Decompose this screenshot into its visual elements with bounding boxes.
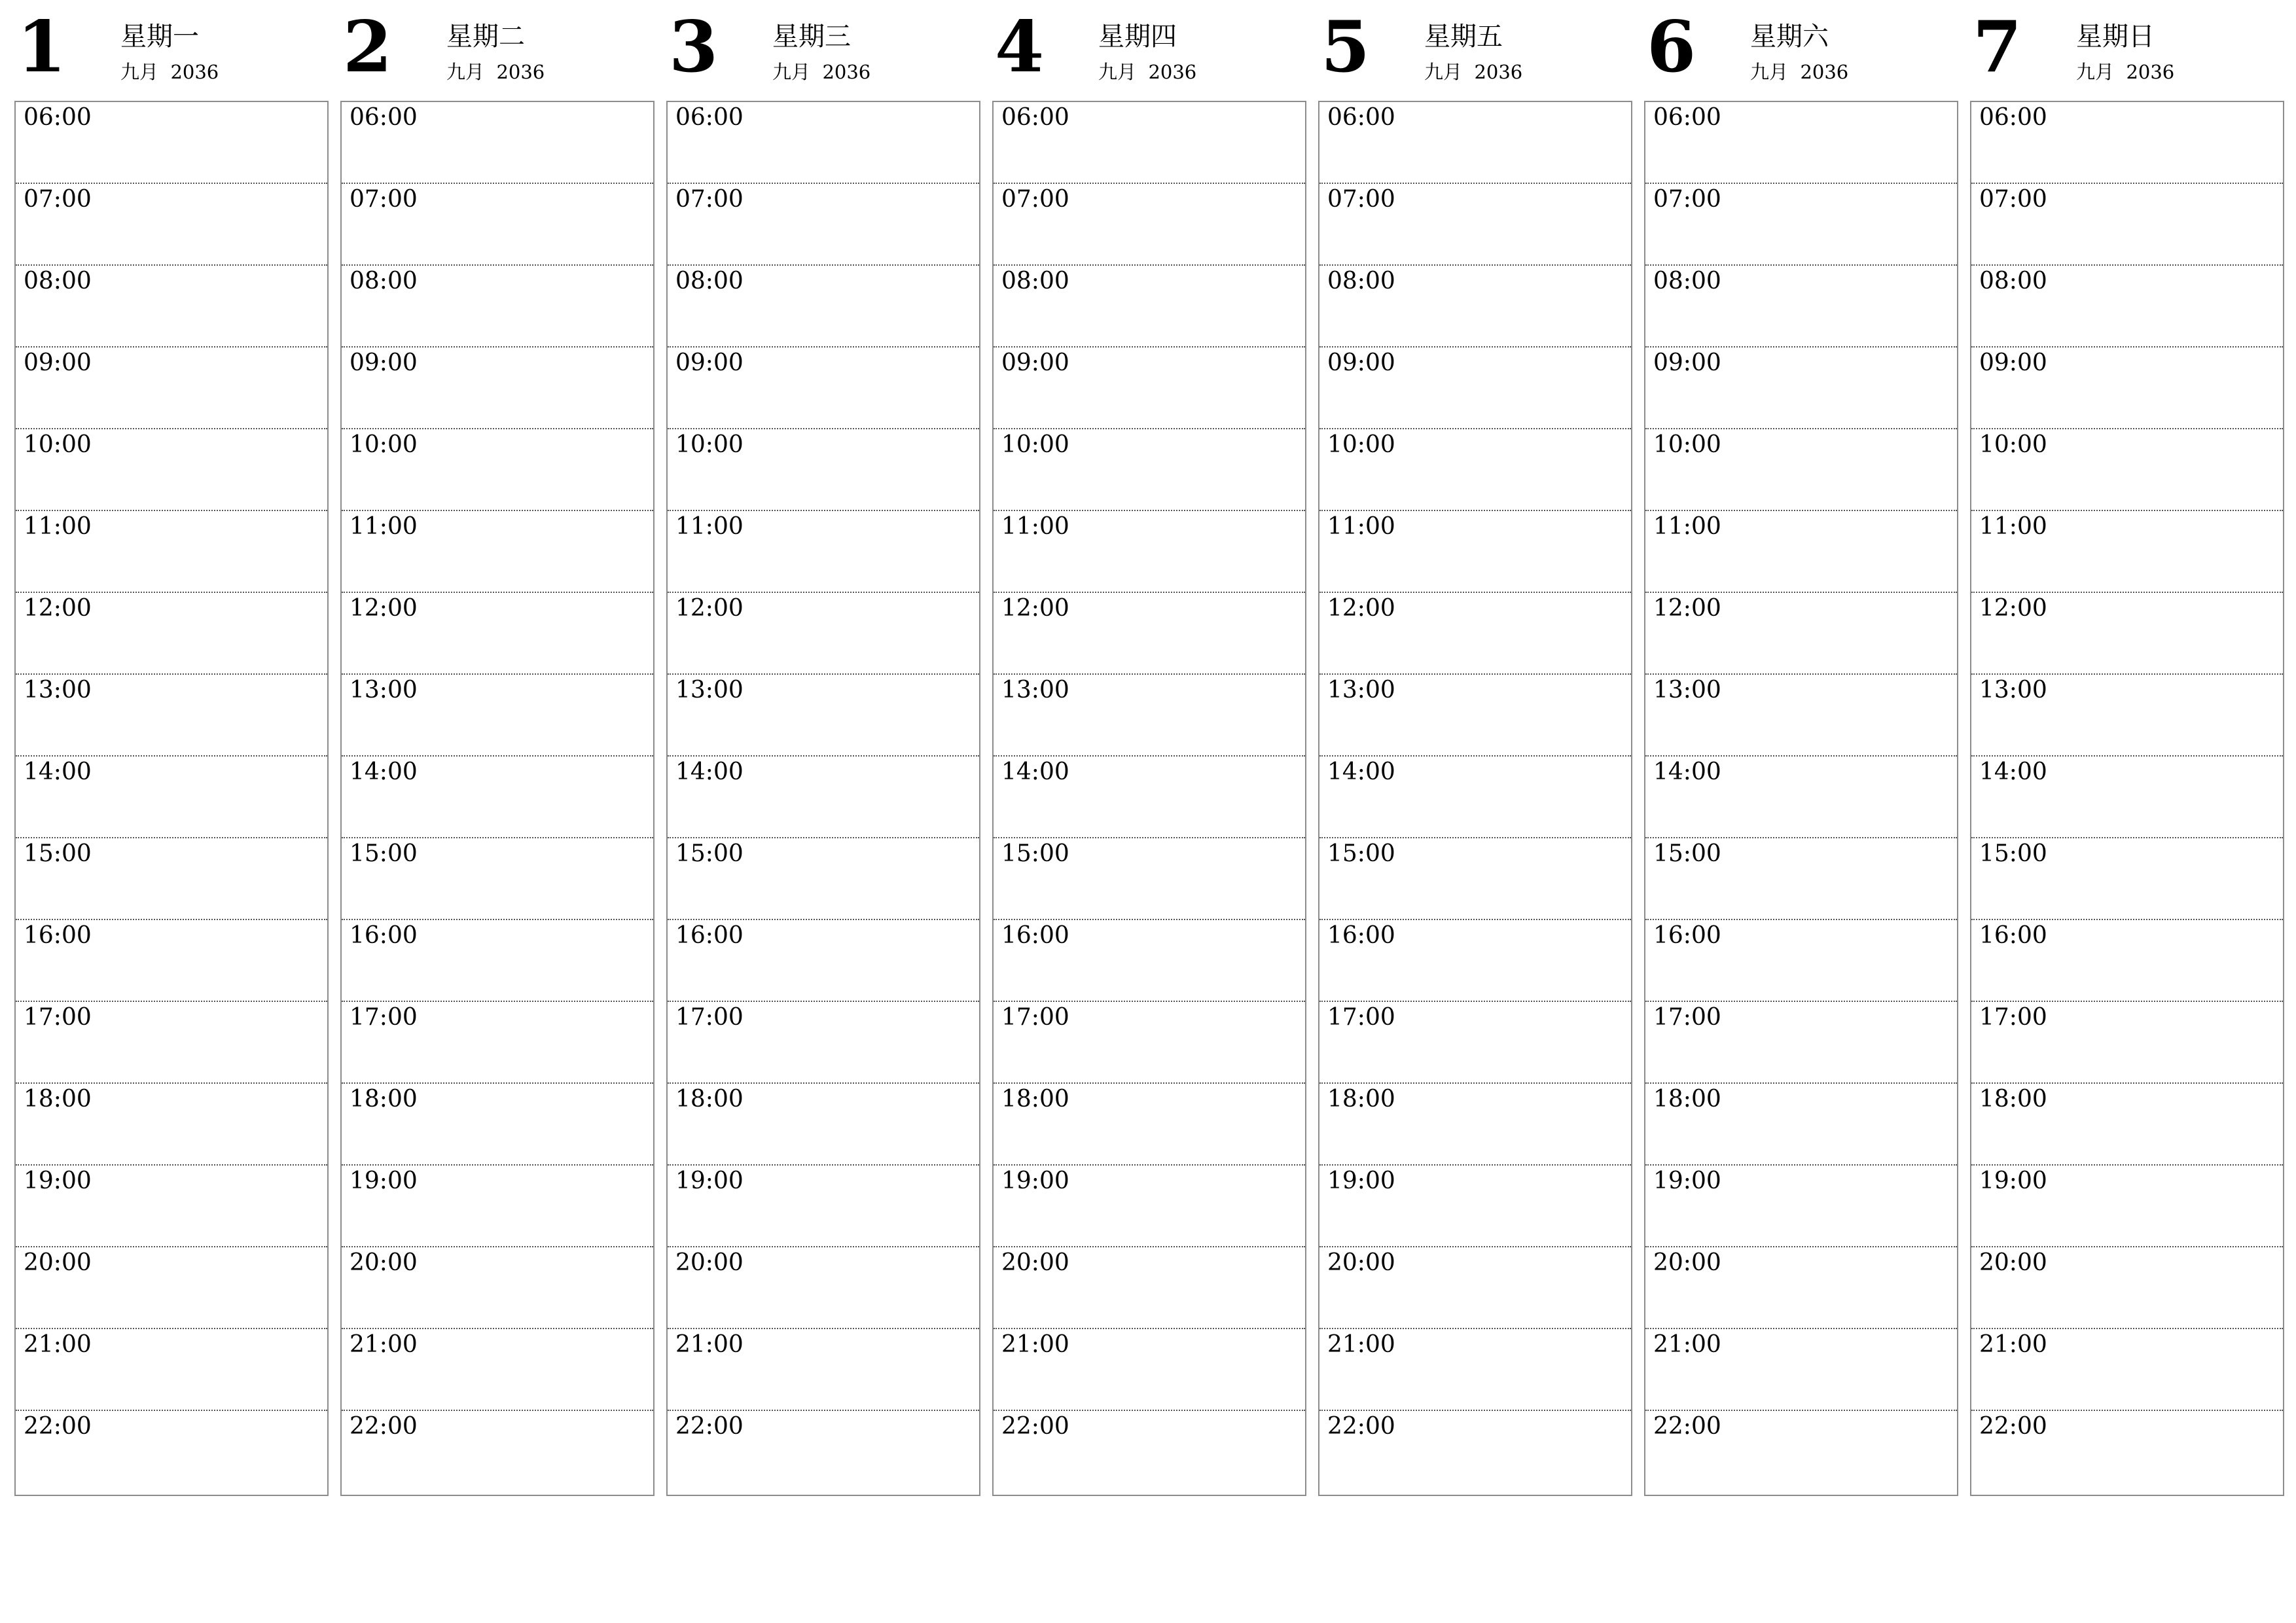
- hour-slot[interactable]: [1971, 102, 2283, 184]
- month-year: [1098, 63, 1196, 82]
- hour-label: 17:00: [24, 1004, 92, 1031]
- hour-slot[interactable]: [16, 1166, 327, 1247]
- hour-label: 12:00: [1653, 595, 1721, 622]
- hour-label: 11:00: [1327, 513, 1395, 540]
- hour-slot[interactable]: [342, 1329, 653, 1411]
- schedule-box: [14, 101, 329, 1496]
- hour-slot[interactable]: [1971, 184, 2283, 266]
- hour-slot[interactable]: [668, 429, 979, 511]
- hour-slot[interactable]: [668, 266, 979, 348]
- hour-label: 09:00: [1653, 349, 1721, 376]
- hour-label: 20:00: [675, 1249, 744, 1276]
- hour-label: 11:00: [1653, 513, 1721, 540]
- hour-slot[interactable]: [1645, 511, 1957, 593]
- month-year: [120, 63, 219, 82]
- hour-label: 15:00: [1979, 840, 2047, 867]
- hour-label: 06:00: [24, 104, 92, 131]
- hour-label: 20:00: [350, 1249, 418, 1276]
- hour-label: 07:00: [24, 186, 92, 213]
- hour-slot[interactable]: [342, 1247, 653, 1329]
- hour-label: 06:00: [1001, 104, 1069, 131]
- hour-label: 14:00: [1327, 758, 1395, 785]
- hour-slot[interactable]: [668, 102, 979, 184]
- hour-slot[interactable]: [1971, 1329, 2283, 1411]
- hour-label: 13:00: [24, 677, 92, 704]
- hour-slot[interactable]: [1645, 102, 1957, 184]
- hour-label: 18:00: [1653, 1086, 1721, 1113]
- hour-label: 20:00: [1653, 1249, 1721, 1276]
- hour-label: 20:00: [24, 1249, 92, 1276]
- hour-slot[interactable]: [342, 838, 653, 920]
- day-header: [14, 0, 329, 101]
- hour-slot[interactable]: [668, 675, 979, 757]
- hour-slot[interactable]: [994, 1166, 1305, 1247]
- hour-slot[interactable]: [1319, 920, 1631, 1002]
- hour-label: 19:00: [1653, 1168, 1721, 1194]
- hour-slot[interactable]: [16, 838, 327, 920]
- hour-slot[interactable]: [994, 593, 1305, 675]
- hour-slot[interactable]: [1319, 838, 1631, 920]
- hour-label: 11:00: [350, 513, 418, 540]
- hour-slot[interactable]: [342, 920, 653, 1002]
- hour-label: 19:00: [1001, 1168, 1069, 1194]
- hour-slot[interactable]: [1645, 838, 1957, 920]
- schedule-box: [340, 101, 655, 1496]
- day-number: 1: [17, 6, 67, 88]
- hour-slot[interactable]: [1319, 1247, 1631, 1329]
- hour-label: 21:00: [1327, 1331, 1395, 1358]
- hour-label: 09:00: [24, 349, 92, 376]
- hour-slot[interactable]: [994, 266, 1305, 348]
- hour-slot[interactable]: [994, 1411, 1305, 1493]
- hour-label: 18:00: [1001, 1086, 1069, 1113]
- hour-label: 09:00: [1001, 349, 1069, 376]
- hour-slot[interactable]: [994, 1002, 1305, 1084]
- day-number: 6: [1647, 6, 1696, 88]
- hour-label: 13:00: [1653, 677, 1721, 704]
- hour-label: 22:00: [1327, 1413, 1395, 1440]
- hour-slot[interactable]: [1645, 1411, 1957, 1493]
- hour-slot[interactable]: [1645, 1166, 1957, 1247]
- hour-label: 15:00: [1001, 840, 1069, 867]
- hour-label: 12:00: [675, 595, 744, 622]
- hour-slot[interactable]: [342, 1411, 653, 1493]
- year-label: 2036: [1148, 61, 1197, 83]
- month-label: 九月: [2076, 61, 2115, 83]
- hour-slot[interactable]: [16, 1084, 327, 1166]
- hour-slot[interactable]: [16, 429, 327, 511]
- hour-label: 14:00: [1979, 758, 2047, 785]
- month-year: [446, 63, 545, 82]
- hour-slot[interactable]: [668, 838, 979, 920]
- hour-slot[interactable]: [16, 1411, 327, 1493]
- hour-label: 13:00: [675, 677, 744, 704]
- hour-label: 20:00: [1327, 1249, 1395, 1276]
- year-label: 2036: [2126, 61, 2175, 83]
- hour-label: 12:00: [1979, 595, 2047, 622]
- hour-label: 07:00: [350, 186, 418, 213]
- hour-label: 08:00: [1001, 268, 1069, 294]
- hour-label: 22:00: [1653, 1413, 1721, 1440]
- hour-label: 17:00: [675, 1004, 744, 1031]
- hour-label: 13:00: [1327, 677, 1395, 704]
- hour-slot[interactable]: [668, 1084, 979, 1166]
- hour-label: 07:00: [1001, 186, 1069, 213]
- hour-label: 17:00: [1979, 1004, 2047, 1031]
- hour-label: 13:00: [1979, 677, 2047, 704]
- weekday-name: 星期三: [772, 22, 851, 52]
- hour-label: 10:00: [1001, 431, 1069, 458]
- year-label: 2036: [1474, 61, 1523, 83]
- hour-label: 18:00: [24, 1086, 92, 1113]
- hour-label: 13:00: [1001, 677, 1069, 704]
- hour-slot[interactable]: [342, 184, 653, 266]
- hour-slot[interactable]: [1319, 675, 1631, 757]
- hour-slot[interactable]: [342, 511, 653, 593]
- hour-label: 13:00: [350, 677, 418, 704]
- hour-label: 14:00: [24, 758, 92, 785]
- day-number: 3: [669, 6, 719, 88]
- hour-label: 10:00: [24, 431, 92, 458]
- hour-label: 18:00: [1979, 1086, 2047, 1113]
- month-year: [1424, 63, 1522, 82]
- hour-label: 07:00: [1653, 186, 1721, 213]
- hour-slot[interactable]: [1971, 266, 2283, 348]
- hour-label: 07:00: [675, 186, 744, 213]
- hour-slot[interactable]: [1319, 1411, 1631, 1493]
- day-number: 7: [1973, 6, 2022, 88]
- schedule-box: [1970, 101, 2284, 1496]
- hour-slot[interactable]: [16, 102, 327, 184]
- hour-label: 14:00: [1653, 758, 1721, 785]
- hour-slot[interactable]: [1971, 593, 2283, 675]
- hour-label: 16:00: [24, 922, 92, 949]
- hour-slot[interactable]: [16, 266, 327, 348]
- hour-label: 15:00: [24, 840, 92, 867]
- hour-label: 20:00: [1979, 1249, 2047, 1276]
- hour-label: 09:00: [675, 349, 744, 376]
- hour-label: 12:00: [350, 595, 418, 622]
- hour-label: 10:00: [675, 431, 744, 458]
- hour-slot[interactable]: [1971, 1411, 2283, 1493]
- hour-slot[interactable]: [16, 1247, 327, 1329]
- hour-label: 10:00: [1653, 431, 1721, 458]
- hour-label: 18:00: [350, 1086, 418, 1113]
- hour-slot[interactable]: [1971, 1002, 2283, 1084]
- hour-slot[interactable]: [668, 920, 979, 1002]
- hour-slot[interactable]: [1319, 348, 1631, 429]
- hour-label: 15:00: [1327, 840, 1395, 867]
- hour-slot[interactable]: [1971, 1084, 2283, 1166]
- hour-label: 21:00: [1653, 1331, 1721, 1358]
- hour-slot[interactable]: [1645, 266, 1957, 348]
- day-header: [1644, 0, 1958, 101]
- hour-slot[interactable]: [1319, 511, 1631, 593]
- hour-slot[interactable]: [994, 1084, 1305, 1166]
- hour-label: 15:00: [350, 840, 418, 867]
- hour-label: 14:00: [675, 758, 744, 785]
- hour-label: 15:00: [1653, 840, 1721, 867]
- hour-slot[interactable]: [1971, 1166, 2283, 1247]
- weekday-name: 星期六: [1750, 22, 1829, 52]
- hour-slot[interactable]: [342, 348, 653, 429]
- hour-slot[interactable]: [1319, 429, 1631, 511]
- hour-slot[interactable]: [668, 1411, 979, 1493]
- hour-label: 12:00: [1327, 595, 1395, 622]
- day-number: 5: [1321, 6, 1371, 88]
- hour-label: 15:00: [675, 840, 744, 867]
- hour-slot[interactable]: [1319, 1166, 1631, 1247]
- hour-label: 16:00: [1979, 922, 2047, 949]
- hour-slot[interactable]: [994, 1329, 1305, 1411]
- hour-slot[interactable]: [668, 1166, 979, 1247]
- weekday-name: 星期四: [1098, 22, 1177, 52]
- hour-slot[interactable]: [668, 184, 979, 266]
- hour-label: 10:00: [1327, 431, 1395, 458]
- hour-label: 22:00: [1979, 1413, 2047, 1440]
- hour-label: 19:00: [24, 1168, 92, 1194]
- hour-label: 10:00: [350, 431, 418, 458]
- hour-label: 07:00: [1327, 186, 1395, 213]
- month-label: 九月: [120, 61, 159, 83]
- day-header: [1970, 0, 2284, 101]
- year-label: 2036: [822, 61, 871, 83]
- hour-label: 17:00: [1327, 1004, 1395, 1031]
- hour-slot[interactable]: [1971, 429, 2283, 511]
- hour-slot[interactable]: [668, 511, 979, 593]
- hour-slot[interactable]: [1319, 593, 1631, 675]
- hour-slot[interactable]: [342, 1002, 653, 1084]
- hour-label: 06:00: [675, 104, 744, 131]
- hour-label: 21:00: [675, 1331, 744, 1358]
- hour-label: 06:00: [1979, 104, 2047, 131]
- hour-slot[interactable]: [1645, 1329, 1957, 1411]
- hour-label: 11:00: [1001, 513, 1069, 540]
- hour-slot[interactable]: [342, 1166, 653, 1247]
- hour-slot[interactable]: [342, 102, 653, 184]
- hour-slot[interactable]: [16, 184, 327, 266]
- month-label: 九月: [772, 61, 811, 83]
- hour-slot[interactable]: [1971, 511, 2283, 593]
- hour-slot[interactable]: [342, 593, 653, 675]
- month-label: 九月: [1098, 61, 1137, 83]
- hour-label: 22:00: [24, 1413, 92, 1440]
- hour-slot[interactable]: [994, 102, 1305, 184]
- month-label: 九月: [1424, 61, 1463, 83]
- hour-slot[interactable]: [1319, 184, 1631, 266]
- hour-label: 19:00: [1979, 1168, 2047, 1194]
- hour-slot[interactable]: [1319, 102, 1631, 184]
- hour-label: 09:00: [1979, 349, 2047, 376]
- hour-slot[interactable]: [1319, 1084, 1631, 1166]
- hour-slot[interactable]: [1645, 1002, 1957, 1084]
- hour-label: 22:00: [350, 1413, 418, 1440]
- schedule-box: [992, 101, 1306, 1496]
- hour-slot[interactable]: [994, 184, 1305, 266]
- hour-label: 11:00: [675, 513, 744, 540]
- hour-slot[interactable]: [668, 1329, 979, 1411]
- hour-label: 09:00: [1327, 349, 1395, 376]
- year-label: 2036: [1800, 61, 1849, 83]
- hour-slot[interactable]: [16, 757, 327, 838]
- hour-slot[interactable]: [668, 1247, 979, 1329]
- hour-slot[interactable]: [1645, 593, 1957, 675]
- hour-slot[interactable]: [994, 1247, 1305, 1329]
- year-label: 2036: [496, 61, 545, 83]
- hour-slot[interactable]: [1645, 1247, 1957, 1329]
- hour-label: 21:00: [24, 1331, 92, 1358]
- hour-slot[interactable]: [1971, 920, 2283, 1002]
- hour-label: 08:00: [675, 268, 744, 294]
- hour-label: 20:00: [1001, 1249, 1069, 1276]
- hour-slot[interactable]: [668, 593, 979, 675]
- hour-slot[interactable]: [342, 266, 653, 348]
- hour-label: 22:00: [1001, 1413, 1069, 1440]
- hour-label: 06:00: [1653, 104, 1721, 131]
- schedule-box: [1318, 101, 1632, 1496]
- hour-slot[interactable]: [1971, 348, 2283, 429]
- month-year: [2076, 63, 2174, 82]
- hour-slot[interactable]: [1319, 757, 1631, 838]
- day-header: [666, 0, 980, 101]
- hour-label: 21:00: [1979, 1331, 2047, 1358]
- hour-slot[interactable]: [1645, 757, 1957, 838]
- hour-label: 08:00: [1653, 268, 1721, 294]
- weekday-name: 星期日: [2076, 22, 2155, 52]
- hour-label: 18:00: [1327, 1086, 1395, 1113]
- hour-slot[interactable]: [994, 348, 1305, 429]
- month-year: [1750, 63, 1848, 82]
- hour-label: 19:00: [350, 1168, 418, 1194]
- hour-label: 11:00: [1979, 513, 2047, 540]
- hour-label: 18:00: [675, 1086, 744, 1113]
- hour-label: 16:00: [1327, 922, 1395, 949]
- hour-label: 21:00: [350, 1331, 418, 1358]
- hour-slot[interactable]: [994, 429, 1305, 511]
- hour-label: 07:00: [1979, 186, 2047, 213]
- hour-slot[interactable]: [1645, 1084, 1957, 1166]
- weekday-name: 星期五: [1424, 22, 1503, 52]
- hour-label: 21:00: [1001, 1331, 1069, 1358]
- hour-slot[interactable]: [1971, 675, 2283, 757]
- hour-slot[interactable]: [16, 511, 327, 593]
- hour-slot[interactable]: [994, 920, 1305, 1002]
- hour-slot[interactable]: [668, 1002, 979, 1084]
- hour-label: 08:00: [1979, 268, 2047, 294]
- hour-slot[interactable]: [16, 920, 327, 1002]
- schedule-box: [666, 101, 980, 1496]
- day-header: [340, 0, 655, 101]
- hour-slot[interactable]: [1645, 675, 1957, 757]
- month-label: 九月: [1750, 61, 1789, 83]
- hour-slot[interactable]: [1645, 184, 1957, 266]
- hour-slot[interactable]: [1319, 1329, 1631, 1411]
- hour-slot[interactable]: [994, 511, 1305, 593]
- day-number: 2: [343, 6, 393, 88]
- day-number: 4: [995, 6, 1045, 88]
- hour-label: 06:00: [350, 104, 418, 131]
- hour-slot[interactable]: [668, 757, 979, 838]
- weekday-name: 星期一: [120, 22, 199, 52]
- hour-slot[interactable]: [342, 429, 653, 511]
- hour-label: 12:00: [1001, 595, 1069, 622]
- hour-slot[interactable]: [16, 1329, 327, 1411]
- day-header: [992, 0, 1306, 101]
- hour-slot[interactable]: [1971, 1247, 2283, 1329]
- hour-label: 19:00: [675, 1168, 744, 1194]
- schedule-box: [1644, 101, 1958, 1496]
- hour-label: 22:00: [675, 1413, 744, 1440]
- hour-label: 12:00: [24, 595, 92, 622]
- hour-label: 10:00: [1979, 431, 2047, 458]
- hour-label: 17:00: [1653, 1004, 1721, 1031]
- hour-label: 08:00: [24, 268, 92, 294]
- hour-slot[interactable]: [1319, 1002, 1631, 1084]
- hour-label: 16:00: [1653, 922, 1721, 949]
- hour-slot[interactable]: [342, 757, 653, 838]
- hour-label: 06:00: [1327, 104, 1395, 131]
- hour-slot[interactable]: [342, 1084, 653, 1166]
- hour-label: 14:00: [350, 758, 418, 785]
- hour-slot[interactable]: [994, 757, 1305, 838]
- hour-slot[interactable]: [1971, 838, 2283, 920]
- hour-slot[interactable]: [16, 675, 327, 757]
- hour-label: 08:00: [350, 268, 418, 294]
- month-year: [772, 63, 870, 82]
- hour-slot[interactable]: [16, 593, 327, 675]
- weekday-name: 星期二: [446, 22, 525, 52]
- hour-label: 09:00: [350, 349, 418, 376]
- month-label: 九月: [446, 61, 485, 83]
- hour-label: 11:00: [24, 513, 92, 540]
- hour-label: 14:00: [1001, 758, 1069, 785]
- hour-label: 19:00: [1327, 1168, 1395, 1194]
- hour-slot[interactable]: [16, 348, 327, 429]
- day-header: [1318, 0, 1632, 101]
- hour-label: 16:00: [1001, 922, 1069, 949]
- hour-label: 16:00: [350, 922, 418, 949]
- hour-label: 17:00: [350, 1004, 418, 1031]
- hour-label: 08:00: [1327, 268, 1395, 294]
- hour-slot[interactable]: [1971, 757, 2283, 838]
- hour-slot[interactable]: [1645, 920, 1957, 1002]
- year-label: 2036: [170, 61, 219, 83]
- hour-label: 17:00: [1001, 1004, 1069, 1031]
- hour-slot[interactable]: [1319, 266, 1631, 348]
- hour-slot[interactable]: [1645, 429, 1957, 511]
- hour-label: 16:00: [675, 922, 744, 949]
- hour-slot[interactable]: [668, 348, 979, 429]
- hour-slot[interactable]: [342, 675, 653, 757]
- hour-slot[interactable]: [1645, 348, 1957, 429]
- hour-slot[interactable]: [994, 675, 1305, 757]
- hour-slot[interactable]: [16, 1002, 327, 1084]
- hour-slot[interactable]: [994, 838, 1305, 920]
